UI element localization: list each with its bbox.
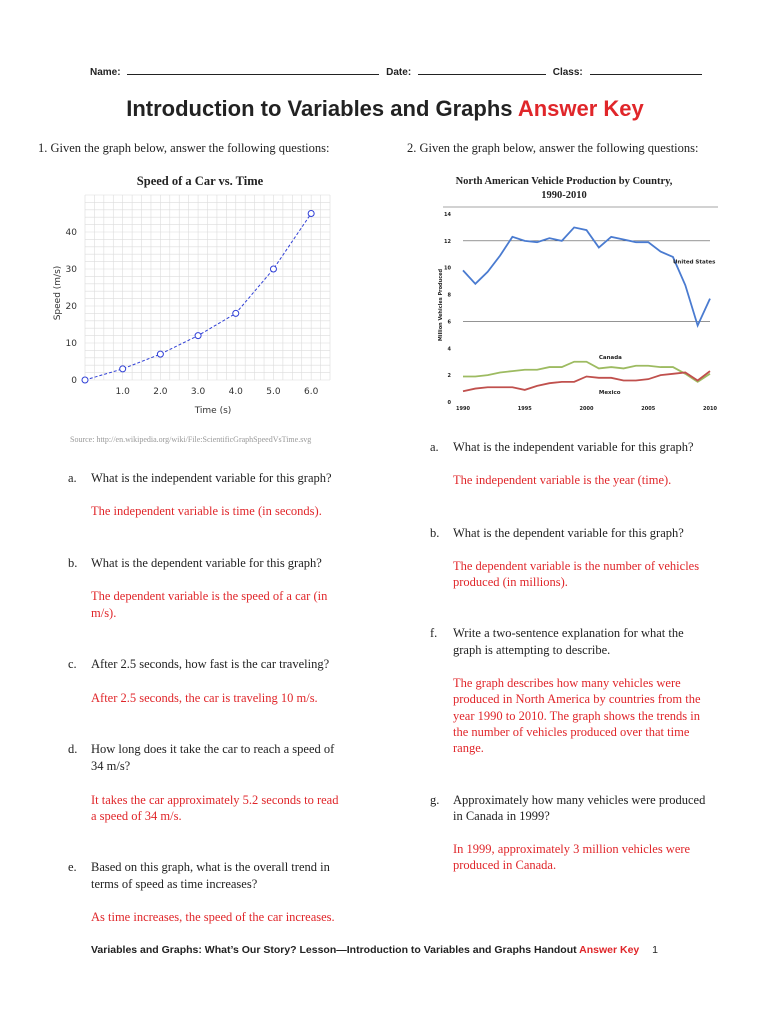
chart2-x-tick: 2010 bbox=[703, 406, 717, 412]
s2-f-letter: f. bbox=[430, 626, 438, 640]
s2-g-question-line1: Approximately how many vehicles were produced bbox=[453, 793, 706, 807]
s1-b-letter: b. bbox=[68, 556, 78, 570]
s1-e-question-line2: terms of speed as time increases? bbox=[91, 877, 258, 891]
title-main: Introduction to Variables and Graphs bbox=[126, 96, 513, 121]
s2-f-question-line2: graph is attempting to describe. bbox=[453, 643, 611, 657]
chart1-data-point bbox=[308, 211, 314, 217]
chart2-title-line1: North American Vehicle Production by Country, bbox=[455, 176, 673, 187]
chart1-source: Source: http://en.wikipedia.org/wiki/File:ScientificGraphSpeedVsTime.svg bbox=[70, 435, 312, 444]
s2-b-letter: b. bbox=[430, 526, 440, 540]
class-field[interactable] bbox=[590, 65, 702, 75]
page-number: 1 bbox=[652, 944, 659, 956]
s2-f-answer-line4: the number of vehicles produced over that time bbox=[453, 725, 690, 739]
chart1-y-tick: 40 bbox=[65, 228, 77, 238]
s1-d-question-line2: 34 m/s? bbox=[91, 759, 131, 773]
footer-text: Variables and Graphs: What’s Our Story? Lesson—Introduction to Variables and Graphs Handout bbox=[91, 944, 577, 956]
s1-b-answer-line1: The dependent variable is the speed of a car (in bbox=[91, 589, 328, 603]
title-highlight: Answer Key bbox=[517, 96, 644, 121]
chart2-y-tick: 4 bbox=[447, 346, 451, 353]
s1-b-question: What is the dependent variable for this graph? bbox=[91, 556, 322, 570]
s2-g-answer-line2: produced in Canada. bbox=[453, 858, 557, 872]
chart2-y-tick: 10 bbox=[444, 265, 451, 272]
chart1-x-tick: 1.0 bbox=[115, 387, 130, 397]
s1-c-question: After 2.5 seconds, how fast is the car traveling? bbox=[91, 657, 330, 671]
footer-highlight: Answer Key bbox=[579, 944, 640, 956]
s1-a-letter: a. bbox=[68, 471, 77, 485]
s1-c-letter: c. bbox=[68, 657, 77, 671]
s1-c-answer: After 2.5 seconds, the car is traveling 10 m/s. bbox=[91, 691, 318, 705]
chart1-y-tick: 30 bbox=[65, 265, 77, 275]
s2-g-letter: g. bbox=[430, 793, 440, 807]
name-field[interactable] bbox=[127, 65, 379, 75]
chart2-x-tick: 1995 bbox=[517, 406, 532, 412]
chart2-axes bbox=[444, 212, 717, 412]
page-title bbox=[0, 96, 770, 122]
chart1-data-point bbox=[233, 310, 239, 316]
chart2-label-mexico: Mexico bbox=[598, 389, 621, 396]
s1-b-answer-line2: m/s). bbox=[91, 606, 117, 620]
speed-time-chart bbox=[45, 165, 345, 420]
chart2-y-tick: 8 bbox=[447, 292, 451, 299]
chart1-x-tick: 3.0 bbox=[190, 387, 206, 397]
chart1-x-label: Time (s) bbox=[194, 406, 232, 416]
vehicle-production-chart bbox=[418, 170, 723, 415]
chart1-grid bbox=[85, 195, 330, 380]
chart2-y-tick: 6 bbox=[447, 319, 451, 326]
chart1-data-point bbox=[157, 351, 163, 357]
s2-f-question-line1: Write a two-sentence explanation for what the bbox=[453, 626, 684, 640]
s2-a-answer: The independent variable is the year (time). bbox=[453, 473, 672, 487]
chart1-data-point bbox=[82, 377, 88, 383]
s2-f-answer-line3: year 1990 to 2010. The graph shows the trends in bbox=[453, 709, 700, 723]
chart1-y-label: Speed (m/s) bbox=[53, 265, 63, 321]
chart2-series-mexico bbox=[463, 371, 710, 391]
s1-e-question-line1: Based on this graph, what is the overall trend in bbox=[91, 860, 330, 874]
s2-g-question-line2: in Canada in 1999? bbox=[453, 809, 550, 823]
chart1-x-tick: 5.0 bbox=[266, 387, 281, 397]
chart1-y-tick: 10 bbox=[65, 339, 77, 349]
date-field[interactable] bbox=[418, 65, 546, 75]
s2-b-answer-line2: produced (in millions). bbox=[453, 575, 568, 589]
chart2-series-united-states bbox=[463, 227, 710, 325]
header-fields bbox=[90, 65, 706, 78]
chart1-y-tick: 20 bbox=[65, 302, 77, 312]
name-label: Name: bbox=[90, 67, 121, 78]
s1-e-answer: As time increases, the speed of the car increases. bbox=[91, 910, 335, 924]
chart1-x-tick: 2.0 bbox=[153, 387, 168, 397]
chart2-y-tick: 2 bbox=[447, 373, 451, 380]
s2-f-answer-line2: produced in North America by countries from the bbox=[453, 692, 701, 706]
s2-f-answer-line1: The graph describes how many vehicles were bbox=[453, 676, 681, 690]
s2-g-answer-line1: In 1999, approximately 3 million vehicles were bbox=[453, 842, 691, 856]
date-label: Date: bbox=[386, 67, 412, 78]
chart2-y-label: Million Vehicles Produced bbox=[438, 268, 444, 342]
chart2-x-tick: 2000 bbox=[579, 406, 594, 412]
chart1-y-tick: 0 bbox=[71, 376, 77, 386]
chart1-title: Speed of a Car vs. Time bbox=[136, 174, 264, 188]
class-label: Class: bbox=[552, 67, 583, 78]
chart2-y-tick: 14 bbox=[444, 212, 451, 218]
chart2-series-canada bbox=[463, 362, 710, 382]
chart2-x-tick: 2005 bbox=[641, 406, 656, 412]
section1-prompt: 1. Given the graph below, answer the following questions: bbox=[38, 141, 330, 155]
s1-e-letter: e. bbox=[68, 860, 77, 874]
chart2-grid bbox=[463, 241, 710, 322]
section2-prompt: 2. Given the graph below, answer the following questions: bbox=[407, 141, 699, 155]
chart1-data-point bbox=[195, 333, 201, 339]
s2-b-answer-line1: The dependent variable is the number of vehicles bbox=[453, 559, 700, 573]
s1-d-answer-line2: a speed of 34 m/s. bbox=[91, 809, 182, 823]
chart2-label-canada: Canada bbox=[598, 355, 622, 362]
s1-d-letter: d. bbox=[68, 742, 78, 756]
chart2-label-united-states: United States bbox=[672, 259, 716, 266]
chart1-x-tick: 4.0 bbox=[228, 387, 243, 397]
chart2-y-tick: 12 bbox=[444, 238, 451, 245]
s2-a-letter: a. bbox=[430, 440, 439, 454]
chart2-x-tick: 1990 bbox=[456, 406, 470, 412]
chart2-y-tick: 0 bbox=[447, 400, 451, 406]
s2-f-answer-line5: range. bbox=[453, 741, 484, 755]
page-footer bbox=[91, 944, 658, 956]
chart1-axes bbox=[66, 228, 319, 397]
s1-a-answer: The independent variable is time (in seconds). bbox=[91, 504, 322, 518]
chart2-title-line2: 1990-2010 bbox=[541, 190, 587, 201]
chart1-data-point bbox=[270, 266, 276, 272]
s1-a-question: What is the independent variable for this graph? bbox=[91, 471, 332, 485]
s2-a-question: What is the independent variable for this graph? bbox=[453, 440, 694, 454]
chart1-data-point bbox=[120, 366, 126, 372]
chart1-x-tick: 6.0 bbox=[303, 387, 319, 397]
s2-b-question: What is the dependent variable for this graph? bbox=[453, 526, 684, 540]
s1-d-answer-line1: It takes the car approximately 5.2 seconds to read bbox=[91, 793, 339, 807]
chart2-series bbox=[463, 227, 710, 391]
s1-d-question-line1: How long does it take the car to reach a speed of bbox=[91, 742, 335, 756]
